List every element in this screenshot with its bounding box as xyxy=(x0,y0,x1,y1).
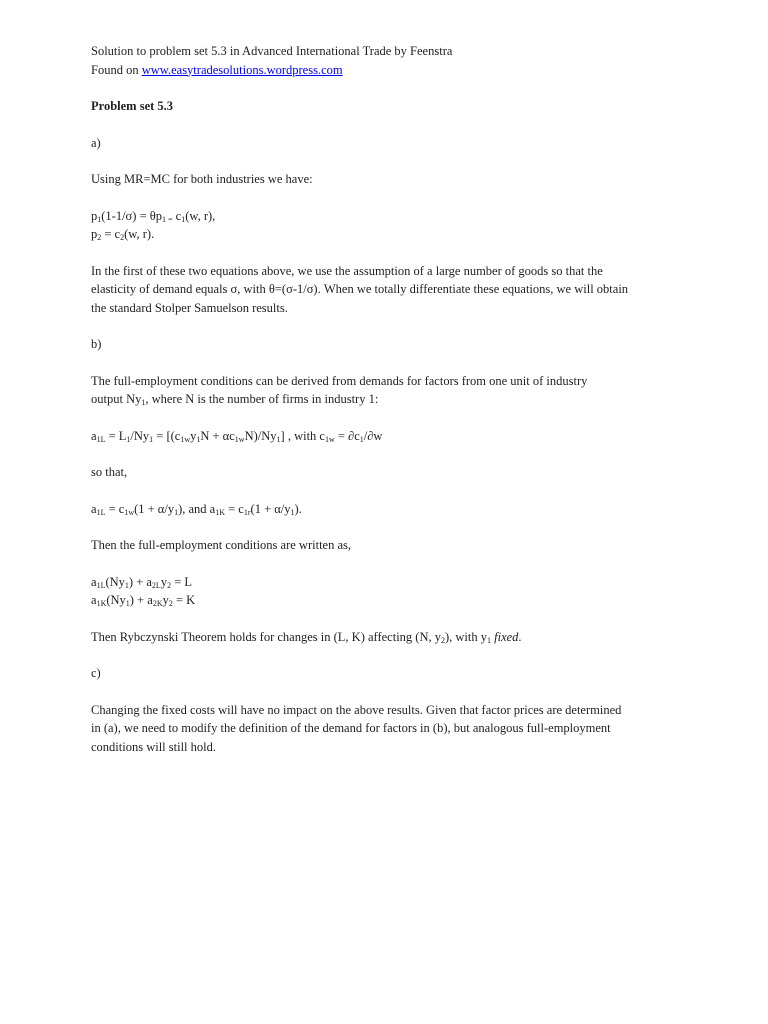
equation-labor-demand: $a_{1L} = L_1/Ny_1 = [(c_{1w}y_1N + \alpha c_{1w}N)/Ny_1]$ , with $c_{1w} = \partial c_1/\partial w$ xyxy=(91,428,383,444)
part-a-paragraph-line: In the first of these two equations above, we use the assumption of a large number of goods so that the xyxy=(91,263,603,278)
part-a-paragraph-line: the standard Stolper Samuelson results. xyxy=(91,300,288,315)
part-c-label: c) xyxy=(91,666,101,680)
part-c-paragraph-line: in (a), we need to modify the definition of the demand for factors in (b), but analogous full-employment xyxy=(91,721,611,735)
part-c-paragraph-line: conditions will still hold. xyxy=(91,739,217,754)
document-title-line: Solution to problem set 5.3 in Advanced International Trade by Feenstra xyxy=(91,44,453,58)
document-body xyxy=(91,42,691,756)
rybczynski-statement: Then Rybczynski Theorem holds for changes in (L, K) affecting (N, $y_2$), with $y_1$ fixed. xyxy=(91,629,522,645)
part-b-label: b) xyxy=(91,337,102,351)
part-b-paragraph-line: output $Ny_1$, where N is the number of firms in industry 1: xyxy=(91,392,379,407)
so-that-text: so that, xyxy=(91,465,128,479)
then-written-text: Then the full-employment conditions are written as, xyxy=(91,538,351,552)
equation-mr-mc-1: $p_1(1-1/\sigma) = \theta p_{1 =}$ $c_1(w$, r), xyxy=(91,208,216,224)
equation-factor-coefficients: $a_{1L} = c_{1w}(1 + \alpha/y_1)$, and $a_{1K} = c_{1r}(1 + \alpha/y_1)$. xyxy=(91,501,302,517)
part-a-label: a) xyxy=(91,135,101,150)
full-employment-capital: $a_{1K}(Ny_1) + a_{2K}y_2 = K$ xyxy=(91,593,196,608)
source-link[interactable]: www.easytradesolutions.wordpress.com xyxy=(141,62,343,77)
part-a-paragraph-line: elasticity of demand equals σ, with θ=(σ-1/σ). When we totally differentiate these equations, we will obtain xyxy=(91,282,629,296)
part-b-paragraph-line: The full-employment conditions can be derived from demands for factors from one unit of industry xyxy=(91,373,588,388)
part-c-paragraph-line: Changing the fixed costs will have no impact on the above results. Given that factor prices are determined xyxy=(91,702,622,717)
equation-mr-mc-2: $p_2 = c_2(w$, r). xyxy=(91,227,155,242)
part-a-intro: Using MR=MC for both industries we have: xyxy=(91,172,313,186)
found-on-label: Found on xyxy=(91,62,142,77)
problem-heading: Problem set 5.3 xyxy=(91,99,174,113)
full-employment-labor: $a_{1L}(Ny_1) + a_{2L}y_2 = L$ xyxy=(91,574,192,590)
found-on-line xyxy=(91,61,691,80)
